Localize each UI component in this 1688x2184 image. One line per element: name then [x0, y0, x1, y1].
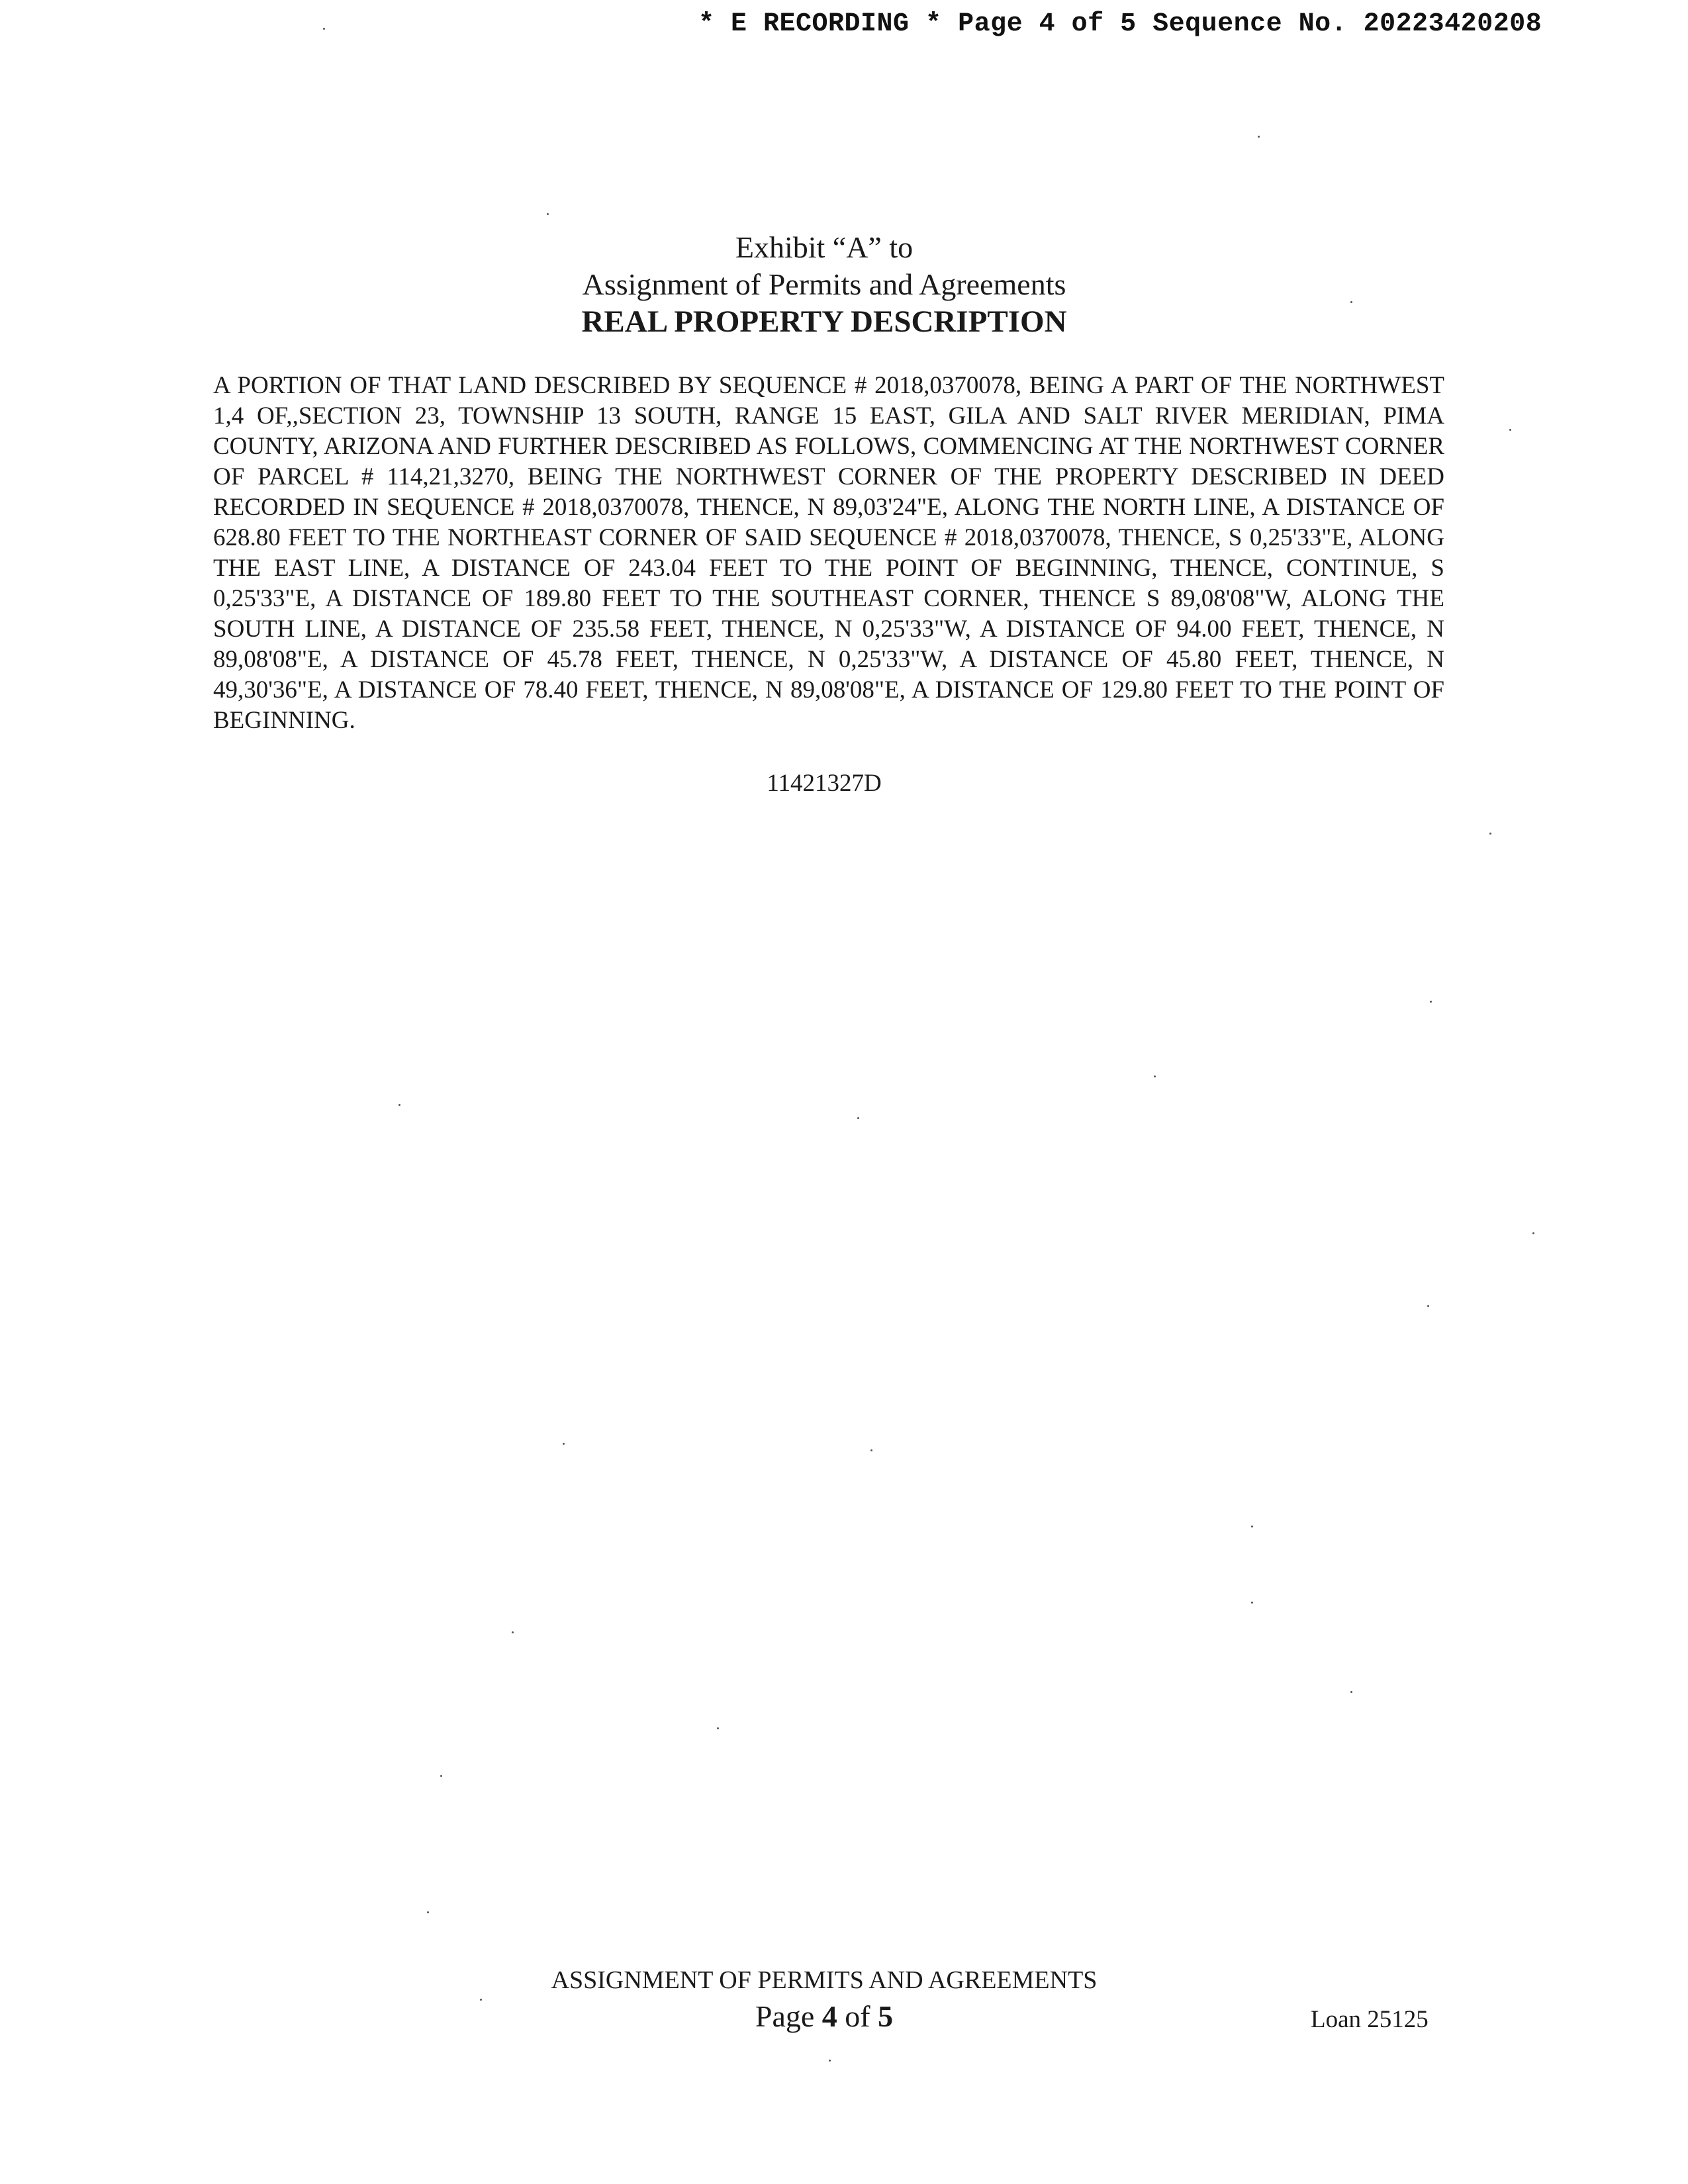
page-total: 5: [878, 1999, 894, 2033]
scan-speck: [1430, 1001, 1432, 1003]
footer-document-title: ASSIGNMENT OF PERMITS AND AGREEMENTS: [551, 1966, 1098, 1994]
page-of: of: [837, 1999, 878, 2033]
scan-speck: [1509, 429, 1511, 431]
scan-speck: [1489, 833, 1491, 835]
scan-speck: [427, 1911, 429, 1913]
scan-speck: [1350, 1691, 1352, 1693]
legal-description: A PORTION OF THAT LAND DESCRIBED BY SEQUENCE # 2018,0370078, BEING A PART OF THE NORTHWEST 1,4 OF,,SECTION 23, TOWNSHIP 13 SOUTH, RANGE 15 EAST, GILA AND SALT RIVER MERIDIAN, PIMA COUNTY, ARIZONA AND FURTHER DESCRIBED AS FOLLOWS, COMMENCING AT THE NORTHWEST CORNER OF PARCEL # 114,21,3270, BEING THE NORTHWEST CORNER OF THE PROPERTY DESCRIBED IN DEED RECORDED IN SEQUENCE # 2018,0370078, THENCE, N 89,03'24"E, ALONG THE NORTH LINE, A DISTANCE OF 628.80 FEET TO THE NORTHEAST CORNER OF SAID SEQUENCE # 2018,0370078, THENCE, S 0,25'33"E, ALONG THE EAST LINE, A DISTANCE OF 243.04 FEET TO THE POINT OF BEGINNING, THENCE, CONTINUE, S 0,25'33"E, A DISTANCE OF 189.80 FEET TO THE SOUTHEAST CORNER, THENCE S 89,08'08"W, ALONG THE SOUTH LINE, A DISTANCE OF 235.58 FEET, THENCE, N 0,25'33"W, A DISTANCE OF 94.00 FEET, THENCE, N 89,08'08"E, A DISTANCE OF 45.78 FEET, THENCE, N 0,25'33"W, A DISTANCE OF 45.80 FEET, THENCE, N 49,30'36"E, A DISTANCE OF 78.40 FEET, THENCE, N 89,08'08"E, A DISTANCE OF 129.80 FEET TO THE POINT OF BEGINNING.: [213, 372, 1444, 734]
scan-speck: [563, 1443, 565, 1445]
scan-speck: [829, 2060, 831, 2062]
scan-speck: [1154, 1075, 1156, 1077]
scan-speck: [717, 1727, 719, 1729]
scan-speck: [1251, 1602, 1253, 1604]
scan-speck: [323, 28, 325, 30]
page-prefix: Page: [755, 1999, 822, 2033]
exhibit-title-block: [0, 229, 1648, 340]
exhibit-label: Exhibit “A” to: [735, 230, 914, 264]
scan-speck: [512, 1631, 514, 1633]
scan-speck: [870, 1449, 872, 1451]
loan-number: Loan 25125: [1311, 2006, 1429, 2033]
reference-number: 11421327D: [767, 770, 882, 797]
scan-speck: [1258, 136, 1260, 138]
scan-speck: [1427, 1305, 1429, 1307]
scan-speck: [480, 1999, 482, 2001]
scan-speck: [1251, 1525, 1253, 1527]
scan-speck: [547, 213, 549, 215]
page-current: 4: [821, 1999, 837, 2033]
scan-speck: [1350, 301, 1352, 303]
scan-speck: [399, 1104, 400, 1106]
section-heading: REAL PROPERTY DESCRIPTION: [581, 304, 1067, 339]
scan-speck: [857, 1117, 859, 1119]
scan-speck: [440, 1775, 442, 1777]
scan-speck: [1532, 1232, 1534, 1234]
recording-header: * E RECORDING * Page 4 of 5 Sequence No. 20223420208: [698, 9, 1542, 39]
document-subtitle: Assignment of Permits and Agreements: [582, 267, 1066, 301]
